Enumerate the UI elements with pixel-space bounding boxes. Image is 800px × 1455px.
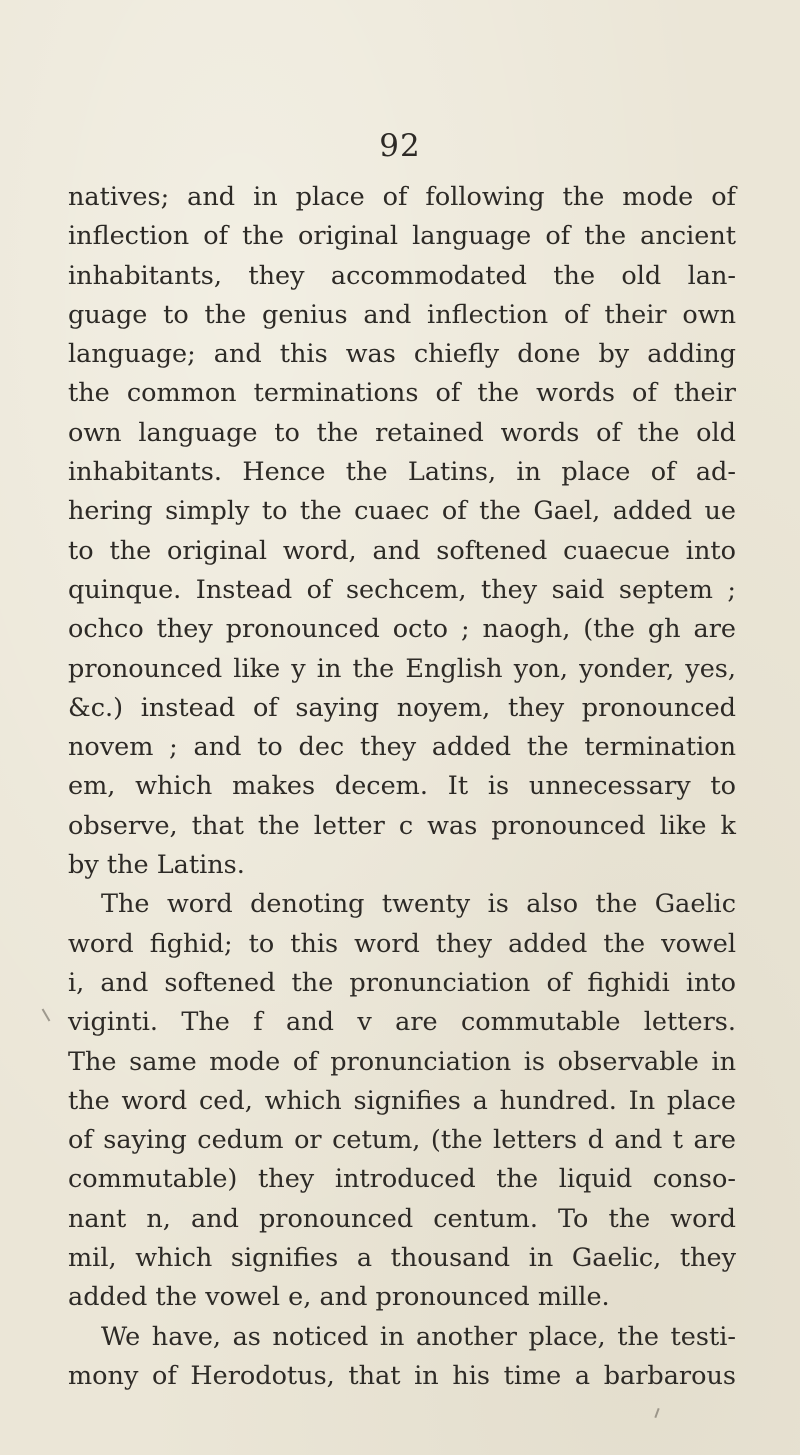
text-line: the word ced, which signifies a hundred. In place <box>68 1085 736 1116</box>
text-line: natives; and in place of following the mode of <box>68 182 736 212</box>
text-line: observe, that the letter c was pronounced like k <box>68 810 736 841</box>
paragraph-start-line: The word denoting twenty is also the Gaelic <box>101 889 736 920</box>
text-line: inhabitants. Hence the Latins, in place of ad- <box>68 457 736 488</box>
text-line: the common terminations of the words of their <box>68 378 736 409</box>
margin-mark <box>654 1408 659 1418</box>
paragraph-end-line: by the Latins. <box>68 850 245 881</box>
text-line: em, which makes decem. It is unnecessary to <box>68 771 736 802</box>
text-line: word fighid; to this word they added the vowel <box>68 928 736 959</box>
text-line: language; and this was chiefly done by adding <box>68 339 736 370</box>
text-line: of saying cedum or cetum, (the letters d and t are <box>68 1125 736 1156</box>
text-line: inhabitants, they accommodated the old lan- <box>68 260 736 291</box>
text-line: novem ; and to dec they added the termination <box>68 732 736 763</box>
text-line: quinque. Instead of sechcem, they said septem ; <box>68 574 736 605</box>
body-text <box>68 178 736 1396</box>
paragraph-end-line: added the vowel e, and pronounced mille. <box>68 1282 610 1313</box>
text-line: to the original word, and softened cuaecue into <box>68 535 736 566</box>
text-line: &c.) instead of saying noyem, they pronounced <box>68 692 736 723</box>
text-line: guage to the genius and inflection of their own <box>68 299 736 330</box>
text-line: inflection of the original language of the ancient <box>68 221 736 252</box>
text-line: mony of Herodotus, that in his time a barbarous <box>68 1360 736 1391</box>
text-line: ochco they pronounced octo ; naogh, (the gh are <box>68 614 736 645</box>
text-line: nant n, and pronounced centum. To the word <box>68 1203 736 1234</box>
text-line: The same mode of pronunciation is observable in <box>68 1046 736 1077</box>
margin-mark <box>42 1008 51 1021</box>
text-line: commutable) they introduced the liquid conso- <box>68 1164 736 1195</box>
text-line: mil, which signifies a thousand in Gaelic, they <box>68 1243 736 1274</box>
page-number: 92 <box>379 128 421 164</box>
text-line: i, and softened the pronunciation of fighidi into <box>68 967 736 998</box>
text-line: pronounced like y in the English yon, yonder, yes, <box>68 653 736 684</box>
text-line: hering simply to the cuaec of the Gael, added ue <box>68 496 736 527</box>
text-line: viginti. The f and v are commutable letters. <box>68 1007 736 1038</box>
text-line: own language to the retained words of the old <box>68 417 736 448</box>
paragraph-start-line: We have, as noticed in another place, the testi- <box>101 1321 736 1352</box>
